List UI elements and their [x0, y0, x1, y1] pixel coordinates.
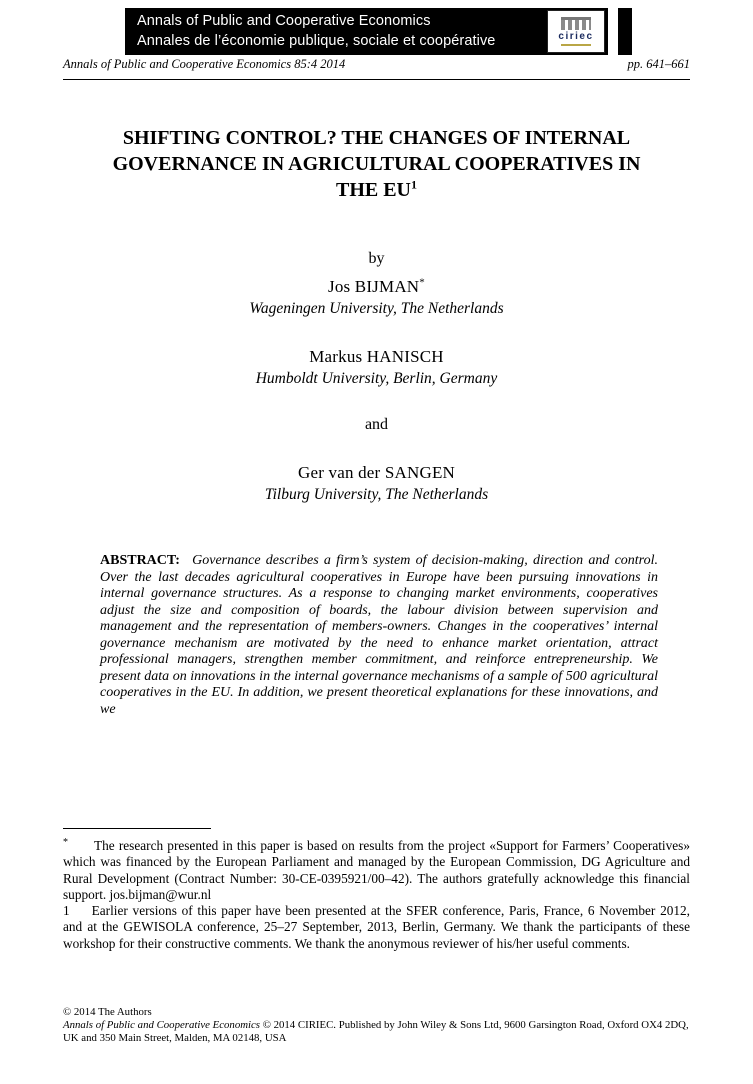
author-footnote-marker: *	[419, 276, 425, 289]
and-label: and	[364, 416, 389, 433]
copyright-journal-name: Annals of Public and Cooperative Economics	[63, 1019, 261, 1032]
affiliation-bijman: Wageningen University, The Netherlands	[249, 300, 504, 317]
ciriec-logo-text: ciriec	[558, 31, 594, 42]
abstract-text: Governance describes a firm’s system of decision-making, direction and control. Over the last decades agricultural cooperatives in Europe have been pursuing innovations in internal governance structures. As a response to changing market environments, cooperatives adjust the size and composition of boards, the labour division between supervision and management and the representation of members-owners. Changes in the cooperatives’ internal governance mechanism are motivated by the need to enhance market orientation, attract professional managers, strengthen member commitment, and reinforce entrepreneurship. We present data on innovations in the internal governance mechanisms of a sample of 500 agricultural cooperatives in the EU. In addition, we present theoretical explanations for these innovations, and we	[100, 553, 658, 717]
author-name-hanisch: Markus HANISCH	[309, 347, 444, 366]
footnotes-section	[63, 828, 690, 952]
ciriec-logo	[547, 10, 605, 53]
title-footnote-marker: 1	[411, 177, 418, 192]
journal-reference-row	[63, 57, 690, 80]
article-title-line3: THE EU	[335, 179, 412, 201]
article-title-line1: SHIFTING CONTROL? THE CHANGES OF INTERNAL	[122, 127, 631, 149]
article-title	[77, 125, 677, 203]
article-header	[63, 125, 690, 504]
journal-name-english: Annals of Public and Cooperative Economics	[137, 13, 431, 29]
copyright-line1: © 2014 The Authors	[63, 1006, 152, 1018]
affiliation-sangen: Tilburg University, The Netherlands	[264, 486, 489, 503]
footnote-star-text: The research presented in this paper is based on results from the project «Support for Farmers’ Cooperatives» which was financed by the European Parliament and managed by the European Commission, DG Agriculture and Rural Development (Contract Number: 30-CE-0395921/00–42). The authors gratefully acknowledge this financial support. jos.bijman@wur.nl	[63, 838, 690, 902]
journal-banner-black	[125, 8, 608, 55]
footnote-separator-rule	[63, 828, 211, 829]
author-name-bijman: Jos BIJMAN*	[328, 276, 425, 296]
by-label: by	[368, 250, 385, 267]
copyright-line2	[63, 1019, 703, 1045]
author-name-sangen: Ger van der SANGEN	[297, 463, 456, 482]
footnote-star-marker: *	[63, 836, 68, 848]
abstract	[100, 553, 658, 718]
footnote-one	[63, 903, 690, 952]
copyright-block	[63, 1006, 703, 1046]
footnote-star	[63, 838, 690, 903]
footnote-one-marker: 1	[63, 903, 70, 919]
journal-banner	[125, 8, 632, 55]
page-range: pp. 641–661	[627, 57, 690, 71]
affiliation-hanisch: Humboldt University, Berlin, Germany	[255, 370, 498, 387]
article-title-line2: GOVERNANCE IN AGRICULTURAL COOPERATIVES IN	[112, 153, 641, 175]
journal-reference: Annals of Public and Cooperative Economics 85:4 2014	[63, 57, 346, 71]
abstract-label: ABSTRACT:	[100, 553, 180, 568]
banner-accent-bar	[618, 8, 632, 55]
footnote-one-text: Earlier versions of this paper have been presented at the SFER conference, Paris, France, 6 November 2012, and at the GEWISOLA conference, 25–27 September, 2013, Berlin, Germany. We thank the participants of these workshop for their constructive comments. We thank the anonymous reviewer of his/her useful comments.	[63, 903, 690, 951]
ciriec-logo-underline	[561, 44, 591, 46]
journal-name-french: Annales de l’économie publique, sociale et coopérative	[137, 32, 496, 49]
copyright-publisher-text: © 2014 CIRIEC. Published by John Wiley & Sons Ltd, 9600 Garsington Road, Oxford OX4 2DQ, UK and 350 Main Street, Malden, MA 02148, USA	[63, 1019, 689, 1045]
ciriec-logo-icon	[561, 17, 591, 30]
